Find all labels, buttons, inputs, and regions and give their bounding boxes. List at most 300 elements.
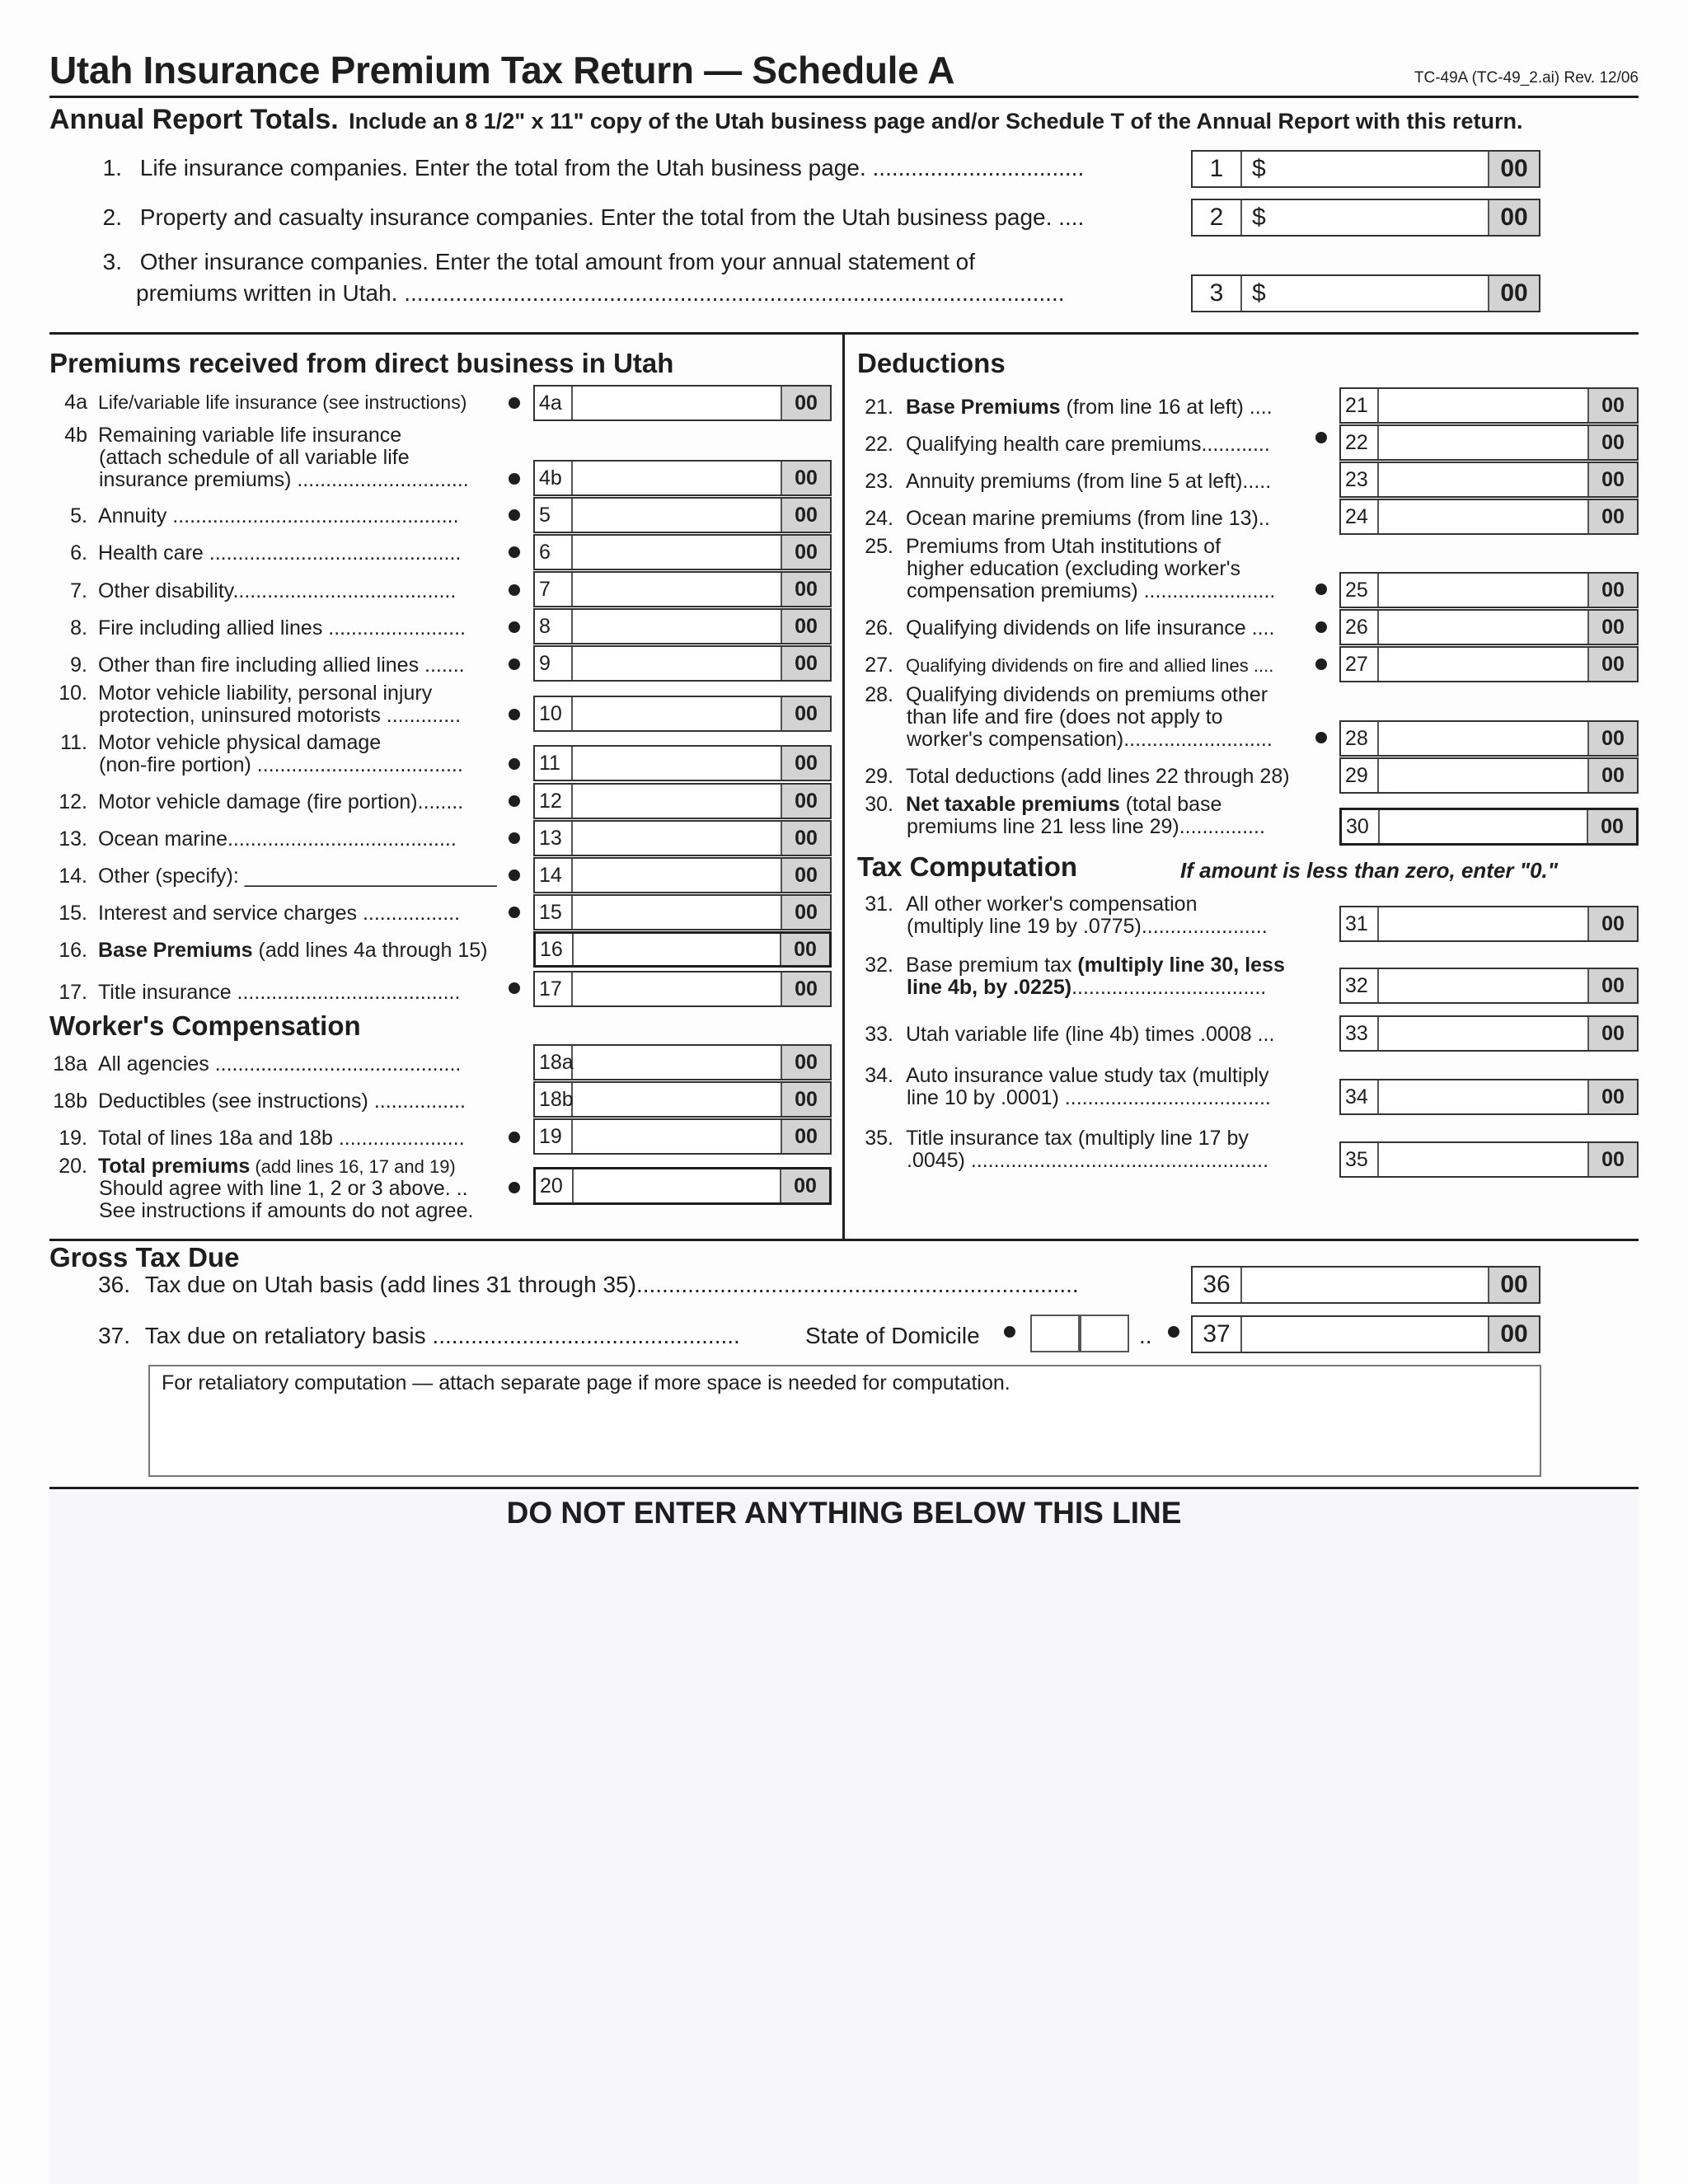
line-12-code: 12 [535,785,573,818]
line-20-field[interactable] [533,1167,832,1205]
required-bullet-icon [1168,1326,1179,1338]
state-domicile-box-2[interactable] [1080,1315,1129,1352]
line-25-cents: 00 [1587,574,1637,607]
column-divider [842,334,845,1240]
line-34-cents: 00 [1587,1080,1637,1113]
line-28-text-a: Qualifying dividends on premiums other [905,683,1268,706]
section-rule [49,1239,1639,1241]
line-37 [89,1323,740,1349]
required-bullet-icon [509,546,520,558]
line-23-cents: 00 [1587,463,1637,496]
tax-note: If amount is less than zero, enter "0." [1180,858,1559,883]
line-35-cents: 00 [1587,1143,1637,1176]
line-4b-field[interactable] [533,460,832,496]
line-9-number: 9. [70,654,87,677]
line-14-field[interactable] [533,857,832,893]
line-29-cents: 00 [1587,759,1637,792]
line-24-text: Ocean marine premiums (from line 13).. [905,507,1270,530]
line-34-text-a: Auto insurance value study tax (multiply [905,1064,1269,1087]
line-14-cents: 00 [781,859,830,892]
line-27-cents: 00 [1587,648,1637,681]
workers-comp-heading: Worker's Compensation [49,1010,361,1041]
line-32-text-b: .................................. [1071,976,1267,999]
premiums-heading: Premiums received from direct business in Utah [49,348,674,378]
line-21-cents: 00 [1587,389,1637,422]
line-28-text-b: than life and fire (does not apply to [907,705,1223,729]
line-33-field[interactable] [1339,1015,1639,1052]
line-29 [857,766,1290,788]
required-bullet-icon [509,621,520,633]
line-4a-code: 4a [535,387,573,419]
line-23-number: 23. [865,470,893,493]
line-30-a [857,794,1221,816]
line-3-code: 3 [1193,276,1242,311]
line-28-a [857,684,1268,706]
line-33-text: Utah variable life (line 4b) times .0008 ... [905,1023,1275,1046]
line-36-field[interactable] [1191,1266,1540,1304]
line-3 [89,249,975,275]
line-26 [857,617,1274,640]
line-22-text: Qualifying health care premiums............ [905,433,1270,456]
line-3-cents: 00 [1488,276,1539,311]
line-8-number: 8. [70,616,87,640]
line-11-a [49,732,381,754]
line-22-cents: 00 [1587,426,1637,459]
line-4a-field[interactable] [533,385,832,421]
line-16-number: 16. [59,939,87,962]
line-19-field[interactable] [533,1118,832,1155]
reserved-area [49,1492,1639,2184]
required-bullet-icon [509,795,520,807]
line-10-code: 10 [535,697,573,730]
line-33-code: 33 [1341,1017,1379,1050]
line-27 [857,654,1273,677]
required-bullet-icon [509,397,520,409]
line-28-field[interactable] [1339,720,1639,757]
line-6-cents: 00 [781,536,830,569]
line-25-a [857,536,1221,558]
line-31-a [857,893,1198,916]
required-bullet-icon [509,658,520,670]
required-bullet-icon [509,907,520,918]
line-17 [49,982,460,1004]
line-18a-code: 18a [535,1046,573,1079]
required-bullet-icon [509,982,520,994]
line-25-number: 25. [865,535,893,558]
line-37-code: 37 [1193,1317,1242,1352]
line-33 [857,1024,1274,1046]
line-7-field[interactable] [533,571,832,607]
annual-heading: Annual Report Totals. [49,104,339,135]
line-9 [49,654,465,677]
line-34-field[interactable] [1339,1079,1639,1115]
line-15-field[interactable] [533,894,832,930]
line-22 [857,434,1270,456]
line-1-text: Life insurance companies. Enter the total from the Utah business page. ................................. [139,155,1085,180]
line-21-field[interactable] [1339,387,1639,424]
annual-instruction: Include an 8 1/2" x 11" copy of the Utah business page and/or Schedule T of the Annual Report with this return. [349,109,1523,134]
line-11-number: 11. [60,731,87,754]
line-20-number: 20. [59,1155,87,1178]
line-25-code: 25 [1341,574,1379,607]
line-19-code: 19 [535,1120,573,1153]
line-29-code: 29 [1341,759,1379,792]
line-28-number: 28. [865,683,893,706]
line-1-code: 1 [1193,152,1242,186]
required-bullet-icon [509,1182,520,1193]
line-16-bold: Base Premiums [97,939,253,962]
line-17-number: 17. [59,981,87,1004]
line-28-text-c: worker's compensation).......................... [907,728,1273,751]
line-25-text-c: compensation premiums) ....................... [907,579,1276,602]
form-id: TC-49A (TC-49_2.ai) Rev. 12/06 [1414,69,1639,87]
line-32-number: 32. [865,954,893,977]
line-10-field[interactable] [533,696,832,732]
line-14-text: Other (specify): ______________________ [97,865,497,888]
annual-heading-row [49,104,1523,136]
line-14-code: 14 [535,859,573,892]
line-37-cents: 00 [1488,1317,1539,1352]
line-37-text: Tax due on retaliatory basis ................................................ [144,1323,740,1348]
line-1-number: 1. [102,155,122,180]
line-7-text: Other disability....................................... [97,579,457,602]
line-33-cents: 00 [1587,1017,1637,1050]
line-31-number: 31. [865,893,893,916]
line-30-field[interactable] [1339,808,1639,846]
line-13-number: 13. [59,827,87,851]
required-bullet-icon [509,832,520,844]
line-28-cents: 00 [1587,722,1637,755]
line-2 [89,204,1084,231]
line-10-number: 10. [59,682,87,705]
line-11-text-b: (non-fire portion) .................................... [99,753,463,776]
line-36-cents: 00 [1488,1268,1539,1302]
line-6 [49,542,461,565]
line-35-a [857,1127,1249,1150]
line-1-cents: 00 [1488,152,1539,186]
line-16-code: 16 [536,934,574,965]
line-9-field[interactable] [533,645,832,682]
line-36-code: 36 [1193,1268,1242,1302]
line-20-text: (add lines 16, 17 and 19) [250,1156,456,1177]
line-18b-cents: 00 [781,1083,830,1116]
line-11-cents: 00 [781,747,830,780]
required-bullet-icon [509,869,520,881]
line-32-text-a: Base premium tax [905,954,1078,977]
line-21-number: 21. [865,396,893,419]
dollar-sign: $ [1252,204,1266,231]
line-32-bold-b: line 4b, by .0225) [907,976,1072,999]
domicile-leader-dots: .. [1139,1323,1152,1348]
line-26-text: Qualifying dividends on life insurance .... [905,616,1275,640]
line-16-field[interactable] [533,931,832,968]
line-20-code: 20 [536,1169,574,1202]
line-4b-text-a: Remaining variable life insurance [97,424,402,447]
line-3-number: 3. [102,249,122,274]
line-26-code: 26 [1341,611,1379,644]
line-32-bold-a: (multiply line 30, less [1077,954,1285,977]
line-20-text-c: See instructions if amounts do not agree. [99,1199,474,1222]
line-7-code: 7 [535,573,573,606]
line-30-bold: Net taxable premiums [905,793,1120,816]
line-18b-text: Deductibles (see instructions) ................ [97,1090,466,1113]
line-29-text: Total deductions (add lines 22 through 28) [905,765,1290,788]
line-31-code: 31 [1341,907,1379,940]
line-8 [49,617,466,640]
line-31-cents: 00 [1587,907,1637,940]
line-17-cents: 00 [781,972,830,1005]
line-35-code: 35 [1341,1143,1379,1176]
line-13-text: Ocean marine........................................ [97,827,457,851]
line-11-text-a: Motor vehicle physical damage [97,731,382,754]
line-5-number: 5. [70,504,87,527]
line-24-cents: 00 [1587,500,1637,533]
line-14-number: 14. [59,865,87,888]
line-20-bold: Total premiums [97,1155,251,1178]
line-12-field[interactable] [533,783,832,819]
line-4b-text-b: (attach schedule of all variable life [99,446,410,469]
line-26-field[interactable] [1339,609,1639,645]
required-bullet-icon [1004,1326,1015,1338]
gross-tax-heading: Gross Tax Due [49,1242,240,1272]
state-domicile-box-1[interactable] [1030,1315,1080,1352]
line-14 [49,865,497,888]
line-18a-cents: 00 [781,1046,830,1079]
line-26-number: 26. [865,616,893,640]
line-16-text: (add lines 4a through 15) [252,939,488,962]
line-16 [49,940,487,962]
line-25-text-b: higher education (excluding worker's [907,557,1240,580]
line-26-cents: 00 [1587,611,1637,644]
line-3-text-a: Other insurance companies. Enter the total amount from your annual statement of [139,249,975,274]
tax-computation-heading: Tax Computation [857,851,1078,882]
line-17-code: 17 [535,972,573,1005]
line-34-a [857,1065,1268,1087]
line-2-text: Property and casualty insurance companies. Enter the total from the Utah business page. .... [139,204,1085,230]
line-19 [49,1127,465,1150]
line-34-code: 34 [1341,1080,1379,1113]
line-4b-code: 4b [535,462,573,494]
line-35-text-b: .0045) .................................................... [907,1149,1269,1172]
line-23-text: Annuity premiums (from line 5 at left)..... [905,470,1272,493]
line-15-text: Interest and service charges ................. [97,902,461,925]
required-bullet-icon [509,584,520,596]
line-25-field[interactable] [1339,572,1639,608]
line-18a-number: 18a [53,1052,87,1076]
required-bullet-icon [1315,732,1327,743]
header-rule [49,96,1639,98]
line-27-field[interactable] [1339,646,1639,682]
line-34-text-b: line 10 by .0001) .................................... [907,1086,1271,1109]
line-30-text: (total base [1119,793,1222,816]
line-31-text-b: (multiply line 19 by .0775)...................... [907,915,1268,938]
line-20-text-b: Should agree with line 1, 2 or 3 above. .. [99,1177,468,1200]
line-6-text: Health care ............................................ [97,541,462,565]
line-4b-text-c: insurance premiums) .............................. [99,468,469,491]
line-19-number: 19. [59,1127,87,1150]
line-4a-number: 4a [64,391,87,414]
line-10-cents: 00 [781,697,830,730]
line-3-field[interactable] [1191,274,1540,312]
line-36 [89,1272,1079,1298]
line-18b [49,1090,466,1113]
line-27-number: 27. [865,654,893,677]
line-12-cents: 00 [781,785,830,818]
line-20-cents: 00 [780,1169,829,1202]
line-11-field[interactable] [533,745,832,781]
line-12-text: Motor vehicle damage (fire portion)........ [97,790,464,813]
line-8-cents: 00 [781,610,830,643]
line-2-cents: 00 [1488,200,1539,235]
line-23-field[interactable] [1339,462,1639,498]
line-11-code: 11 [535,747,573,780]
line-9-text: Other than fire including allied lines ....... [97,654,465,677]
line-8-field[interactable] [533,608,832,644]
line-4a-text: Life/variable life insurance (see instructions) [97,391,467,413]
dollar-sign: $ [1252,279,1266,307]
line-5-field[interactable] [533,497,832,533]
required-bullet-icon [509,758,520,770]
line-22-field[interactable] [1339,424,1639,461]
line-37-field[interactable] [1191,1315,1540,1353]
bottom-rule [49,1487,1639,1489]
line-21-text: (from line 16 at left) .... [1060,396,1273,419]
line-32-code: 32 [1341,969,1379,1002]
line-18a [49,1053,461,1076]
line-30-text-b: premiums line 21 less line 29)............... [907,815,1265,838]
line-21-bold: Base Premiums [905,396,1061,419]
line-15-number: 15. [59,902,87,925]
line-36-text: Tax due on Utah basis (add lines 31 through 35)..................................................................... [144,1272,1079,1297]
form-title: Utah Insurance Premium Tax Return — Schedule A [49,49,955,91]
line-12 [49,791,463,813]
required-bullet-icon [509,1132,520,1143]
line-2-field[interactable] [1191,199,1540,237]
line-17-field[interactable] [533,971,832,1007]
required-bullet-icon [1315,658,1327,670]
line-8-code: 8 [535,610,573,643]
line-31-field[interactable] [1339,906,1639,942]
line-35-text-a: Title insurance tax (multiply line 17 by [905,1127,1249,1150]
line-31-text-a: All other worker's compensation [905,893,1198,916]
line-7 [49,580,456,602]
line-5-text: Annuity .................................................. [97,504,459,527]
line-17-text: Title insurance ....................................... [97,981,461,1004]
line-19-cents: 00 [781,1120,830,1153]
deductions-heading: Deductions [857,348,1006,378]
line-27-code: 27 [1341,648,1379,681]
line-15-code: 15 [535,896,573,929]
retaliatory-note: For retaliatory computation — attach separate page if more space is needed for computation. [162,1371,1010,1394]
required-bullet-icon [509,473,520,485]
line-4a-cents: 00 [781,387,830,419]
line-29-number: 29. [865,765,893,788]
line-1-field[interactable] [1191,150,1540,188]
line-9-code: 9 [535,647,573,680]
line-24-field[interactable] [1339,499,1639,535]
retaliatory-computation-area[interactable] [148,1365,1541,1477]
line-16-cents: 00 [780,934,829,965]
line-4b-number: 4b [64,424,87,447]
line-24-code: 24 [1341,500,1379,533]
line-24 [857,508,1270,530]
line-34-number: 34. [865,1064,893,1087]
line-30-cents: 00 [1587,810,1636,843]
line-13-field[interactable] [533,820,832,856]
line-10-text-a: Motor vehicle liability, personal injury [97,682,433,705]
line-18b-number: 18b [53,1090,87,1113]
line-21-code: 21 [1341,389,1379,422]
line-33-number: 33. [865,1023,893,1046]
line-36-number: 36. [98,1272,130,1297]
line-30-number: 30. [865,793,893,816]
line-18b-field[interactable] [533,1081,832,1118]
line-6-number: 6. [70,541,87,565]
line-13 [49,828,457,851]
line-24-number: 24. [865,507,893,530]
line-32-a [857,954,1285,977]
line-29-field[interactable] [1339,757,1639,794]
dollar-sign: $ [1252,155,1266,182]
line-5-code: 5 [535,499,573,532]
line-5 [49,505,459,527]
line-15 [49,902,460,925]
line-4a [49,391,467,414]
required-bullet-icon [509,709,520,720]
line-22-number: 22. [865,433,893,456]
line-4b-cents: 00 [781,462,830,494]
line-35-field[interactable] [1339,1141,1639,1178]
line-2-number: 2. [102,204,122,230]
line-27-text: Qualifying dividends on fire and allied lines .... [905,655,1274,676]
line-13-cents: 00 [781,822,830,855]
line-28-code: 28 [1341,722,1379,755]
line-7-cents: 00 [781,573,830,606]
line-23-code: 23 [1341,463,1379,496]
line-37-number: 37. [98,1323,130,1348]
line-7-number: 7. [70,579,87,602]
line-4b-a [49,424,401,447]
line-12-number: 12. [59,790,87,813]
line-35-number: 35. [865,1127,893,1150]
required-bullet-icon [1315,432,1327,443]
line-1 [89,155,1084,181]
line-32-field[interactable] [1339,968,1639,1004]
line-20-a [49,1155,456,1178]
line-19-text: Total of lines 18a and 18b ...................... [97,1127,465,1150]
line-10-text-b: protection, uninsured motorists ............. [99,704,462,727]
line-23 [857,471,1271,493]
line-10-a [49,682,432,705]
line-9-cents: 00 [781,647,830,680]
line-6-field[interactable] [533,534,832,570]
line-13-code: 13 [535,822,573,855]
line-18a-field[interactable] [533,1044,832,1080]
line-21 [857,396,1273,419]
line-2-code: 2 [1193,200,1242,235]
line-22-code: 22 [1341,426,1379,459]
line-18b-code: 18b [535,1083,573,1116]
line-30-code: 30 [1342,810,1380,843]
line-32-cents: 00 [1587,969,1637,1002]
do-not-enter-notice: DO NOT ENTER ANYTHING BELOW THIS LINE [506,1496,1182,1530]
line-25-text-a: Premiums from Utah institutions of [905,535,1221,558]
line-5-cents: 00 [781,499,830,532]
state-of-domicile-label: State of Domicile [805,1323,980,1348]
required-bullet-icon [1315,583,1327,595]
line-8-text: Fire including allied lines ........................ [97,616,466,640]
line-6-code: 6 [535,536,573,569]
